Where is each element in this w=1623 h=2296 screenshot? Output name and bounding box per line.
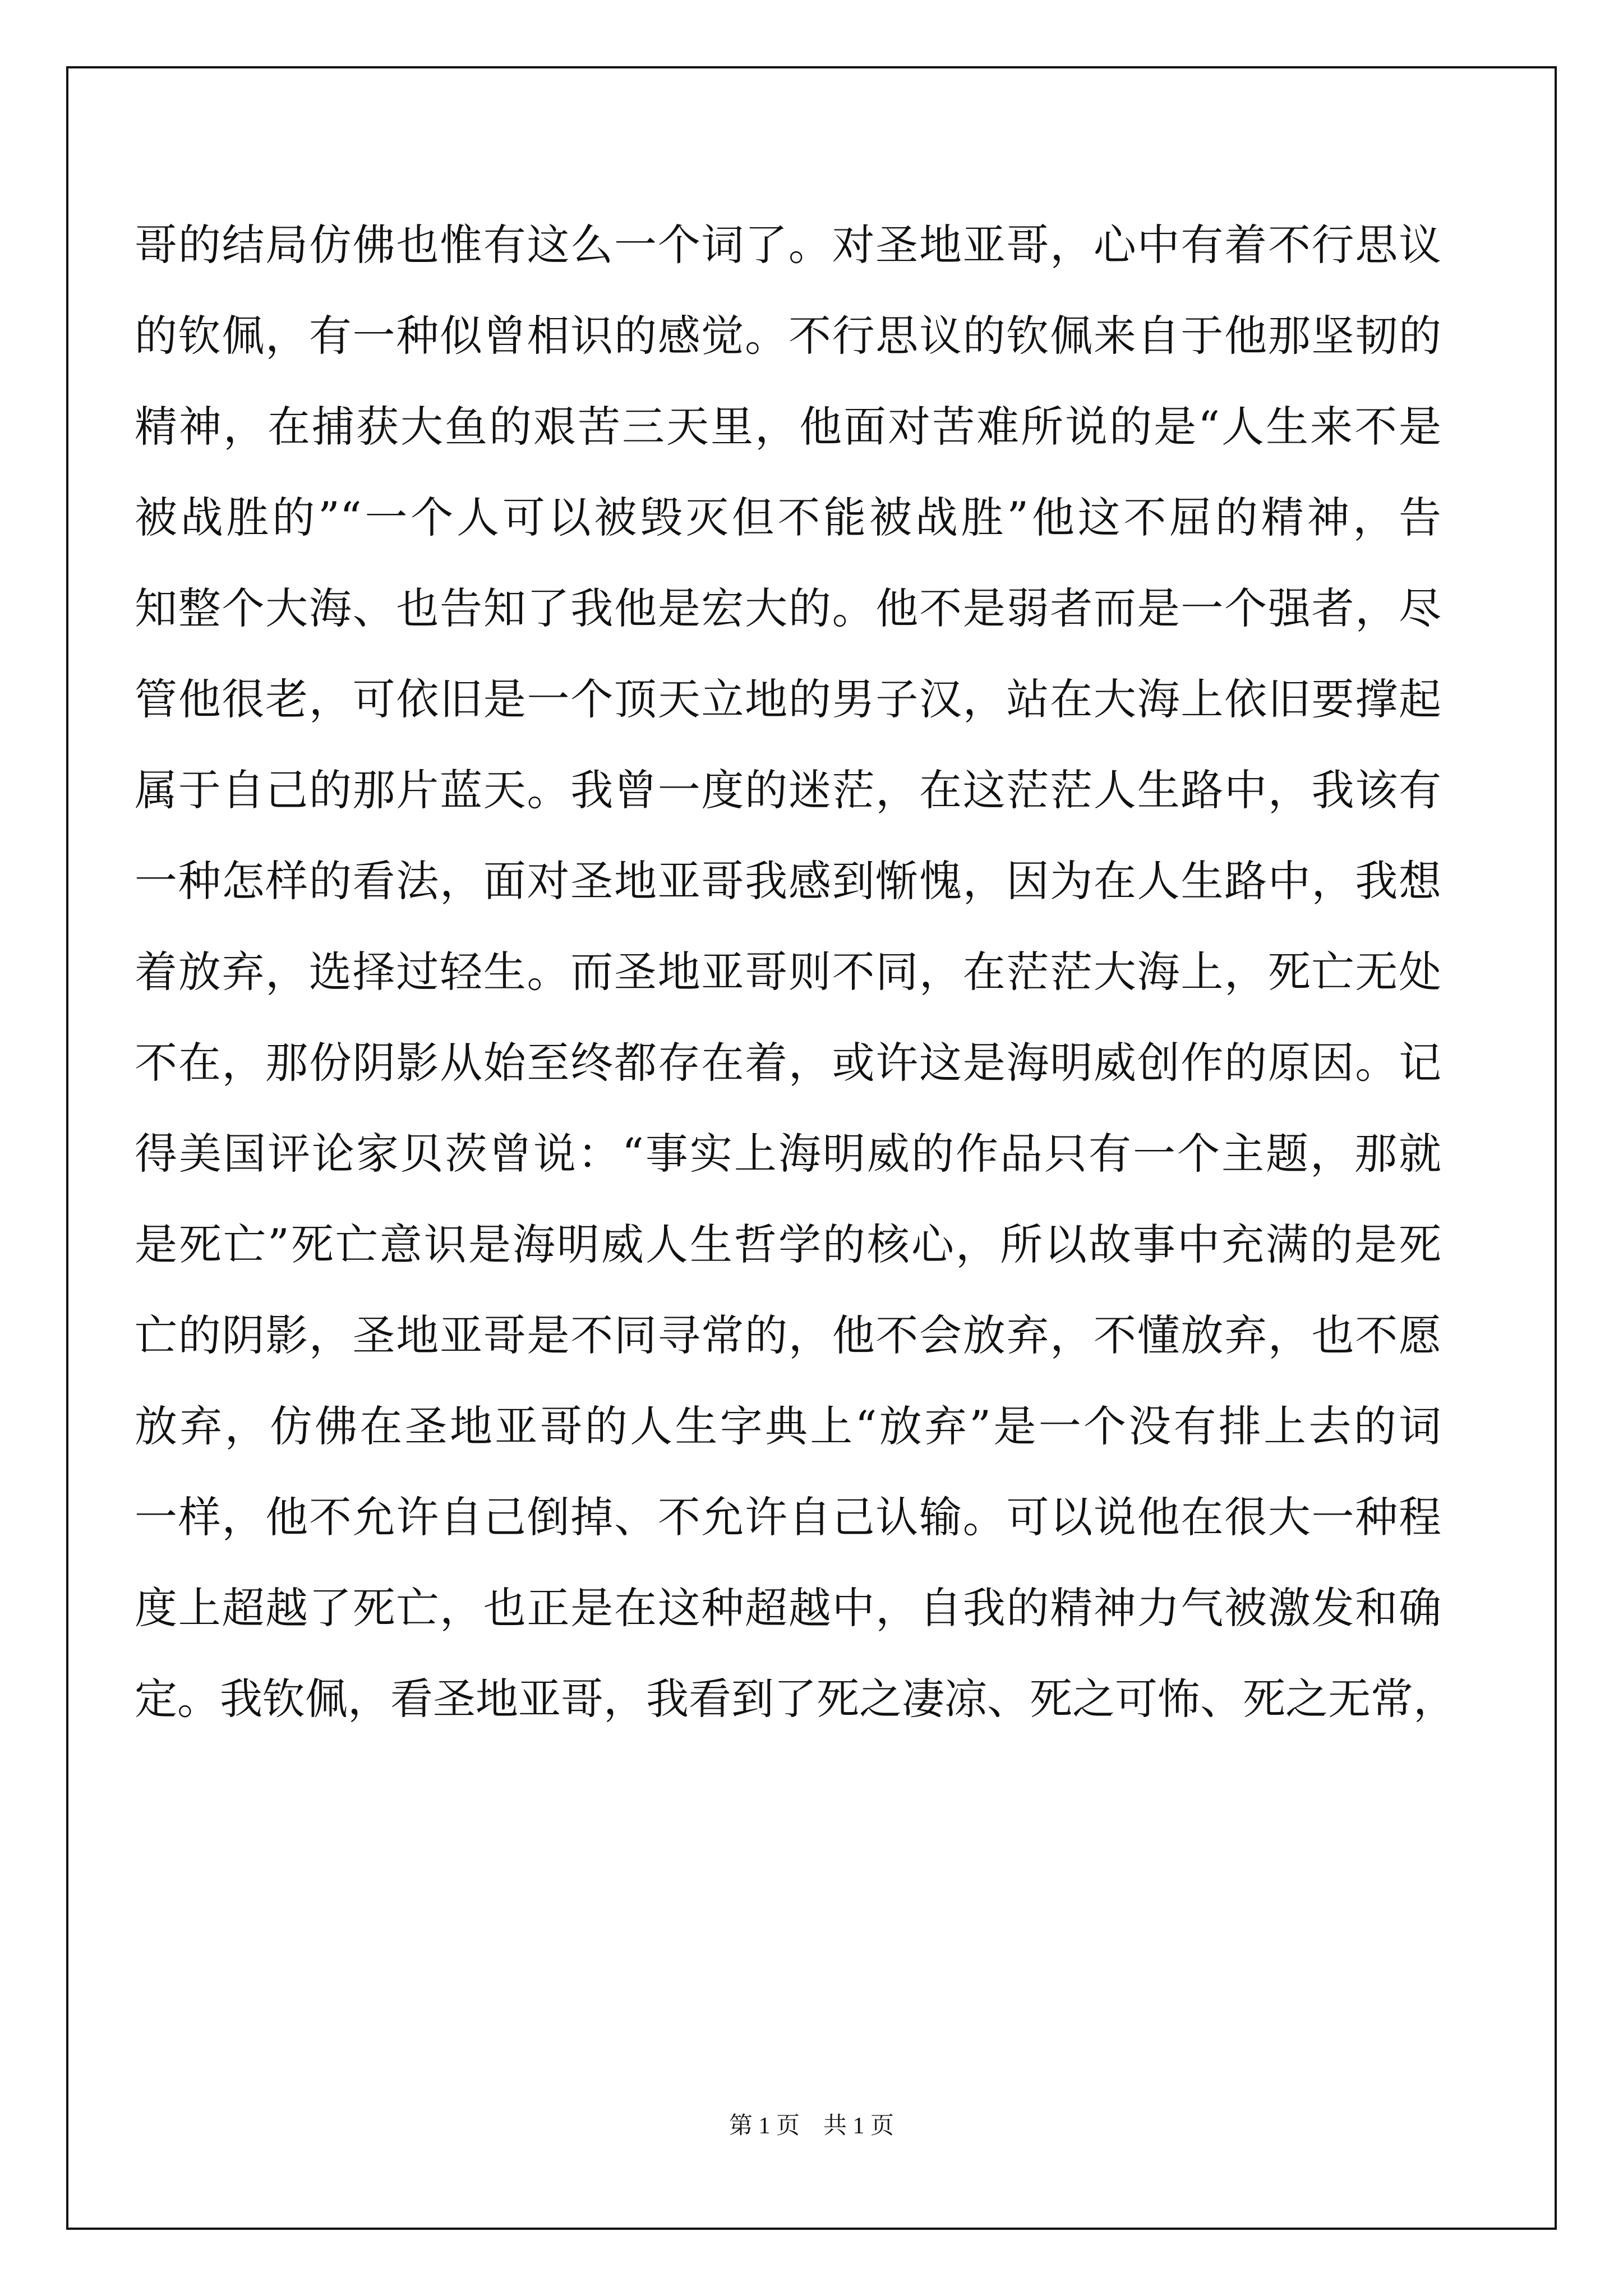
text-line: 着放弃，选择过轻生。而圣地亚哥则不同，在茫茫大海上，死亡无处 xyxy=(135,947,1441,997)
text-line: 度上超越了死亡，也正是在这种超越中，自我的精神力气被激发和确 xyxy=(135,1583,1441,1633)
text-line: 哥的结局仿佛也惟有这么一个词了。对圣地亚哥，心中有着不行思议 xyxy=(135,220,1441,270)
text-line: 定。我钦佩，看圣地亚哥，我看到了死之凄凉、死之可怖、死之无常， xyxy=(135,1674,1456,1724)
text-line: 被战胜的”“一个人可以被毁灭但不能被战胜”他这不屈的精神，告 xyxy=(135,493,1441,542)
text-line: 是死亡”死亡意识是海明威人生哲学的核心，所以故事中充满的是死 xyxy=(135,1220,1441,1269)
text-line: 一样，他不允许自己倒掉、不允许自己认输。可以说他在很大一种程 xyxy=(135,1492,1441,1542)
text-line: 不在，那份阴影从始至终都存在着，或许这是海明威创作的原因。记 xyxy=(135,1038,1441,1088)
text-line: 得美国评论家贝茨曾说：“事实上海明威的作品只有一个主题，那就 xyxy=(135,1129,1441,1179)
text-line: 知整个大海、也告知了我他是宏大的。他不是弱者而是一个强者，尽 xyxy=(135,583,1441,633)
text-line: 的钦佩，有一种似曾相识的感觉。不行思议的钦佩来自于他那坚韧的 xyxy=(135,311,1441,361)
text-line: 精神，在捕获大鱼的艰苦三天里，他面对苦难所说的是“人生来不是 xyxy=(135,402,1441,452)
text-line: 放弃，仿佛在圣地亚哥的人生字典上“放弃”是一个没有排上去的词 xyxy=(135,1401,1441,1451)
text-line: 亡的阴影，圣地亚哥是不同寻常的，他不会放弃，不懂放弃，也不愿 xyxy=(135,1310,1441,1360)
text-line: 属于自己的那片蓝天。我曾一度的迷茫，在这茫茫人生路中，我该有 xyxy=(135,765,1441,815)
page-number: 第 1 页 共 1 页 xyxy=(728,2113,894,2139)
text-line: 管他很老，可依旧是一个顶天立地的男子汉，站在大海上依旧要撑起 xyxy=(135,674,1441,724)
text-line: 一种怎样的看法，面对圣地亚哥我感到惭愧，因为在人生路中，我想 xyxy=(135,856,1441,906)
